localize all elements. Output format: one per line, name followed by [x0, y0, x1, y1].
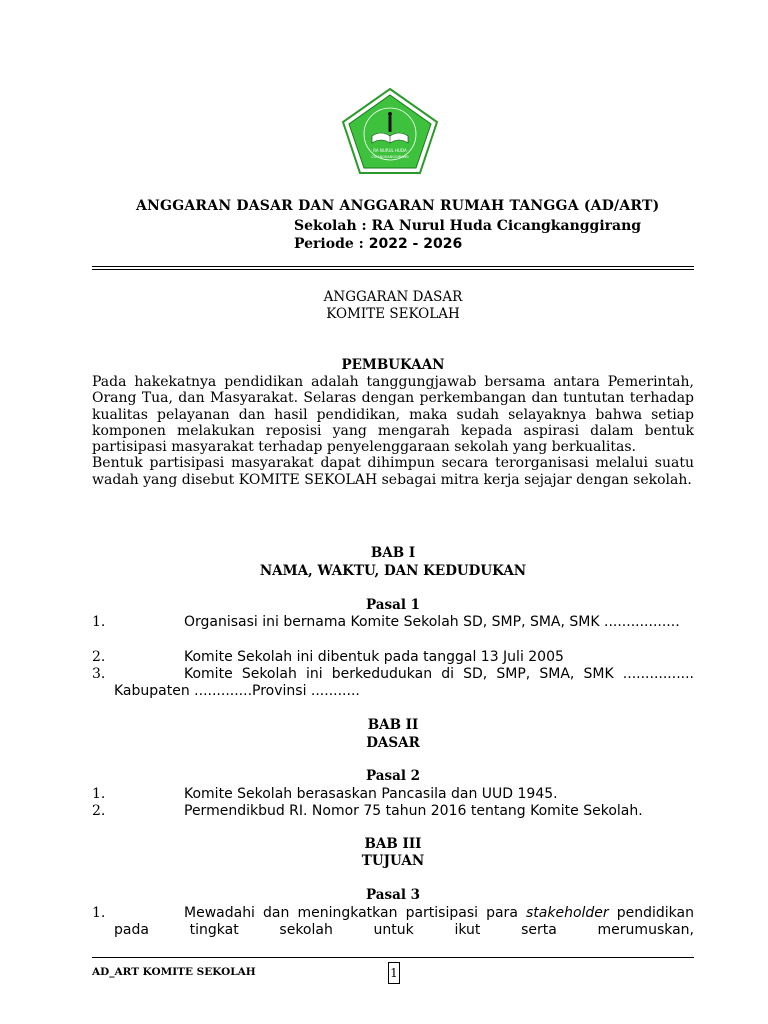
pembukaan-paragraph-2: Bentuk partisipasi masyarakat dapat dihimpun secara terorganisasi melalui suatu wadah yang disebut KOMITE SEKOLAH sebagai mitra kerja sejajar dengan sekolah.: [92, 455, 694, 488]
pasal3-item: [92, 905, 694, 938]
item-text: Komite Sekolah berasaskan Pancasila dan UUD 1945.: [184, 786, 558, 802]
item-text-post: pendidikan pada tingkat sekolah untuk ikut serta merumuskan,: [114, 905, 694, 938]
footer-divider: [92, 957, 694, 958]
pasal1-heading: Pasal 1: [365, 597, 421, 613]
item-text: Komite Sekolah ini berkedudukan di SD, SMP, SMA, SMK ................ Kabupaten .............Provinsi ...........: [114, 666, 694, 699]
period-label: Periode :: [294, 236, 364, 252]
item-text: [92, 905, 694, 938]
school-label: Sekolah :: [294, 218, 367, 234]
bab1-title: BAB I: [370, 545, 416, 561]
period-value: 2022 - 2026: [368, 236, 463, 252]
pasal2-item: [92, 786, 694, 803]
bab2-title: BAB II: [367, 717, 419, 733]
item-number: 2.: [92, 803, 106, 819]
item-text: Permendikbud RI. Nomor 75 tahun 2016 tentang Komite Sekolah.: [184, 803, 643, 819]
title-divider-bottom: [92, 269, 694, 270]
logo-text-mid: RA NURUL HUDA: [373, 148, 407, 153]
pasal2-heading: Pasal 2: [365, 768, 421, 784]
pembukaan-heading: PEMBUKAAN: [341, 357, 445, 373]
pasal2-item: [92, 803, 694, 820]
pembukaan-body: [92, 374, 694, 488]
pasal1-item: [92, 666, 694, 699]
school-line: [294, 218, 641, 234]
item-number: 1.: [92, 905, 106, 921]
school-logo: [340, 86, 440, 176]
item-text-emphasis: stakeholder: [525, 905, 609, 921]
title-divider-top: [92, 266, 694, 267]
item-number: 1.: [92, 614, 106, 630]
item-number: 3.: [92, 666, 106, 682]
pasal3-heading: Pasal 3: [365, 887, 421, 903]
bab1-subtitle: NAMA, WAKTU, DAN KEDUDUKAN: [259, 563, 527, 579]
bab3-title: BAB III: [364, 836, 422, 852]
item-number: 1.: [92, 786, 106, 802]
period-line: [294, 236, 462, 252]
pasal1-item: [92, 614, 694, 631]
school-value: RA Nurul Huda Cicangkanggirang: [371, 218, 642, 234]
logo-text-bottom: CICANGKANGGIRANG: [371, 155, 409, 159]
footer-label: AD_ART KOMITE SEKOLAH: [92, 966, 256, 978]
item-number: 2.: [92, 649, 106, 665]
page-number: 1: [388, 962, 400, 984]
bab3-subtitle: TUJUAN: [361, 853, 425, 869]
pembukaan-paragraph-1: Pada hakekatnya pendidikan adalah tanggungjawab bersama antara Pemerintah, Orang Tua, dan Masyarakat. Selaras dengan perkembangan dan tuntutan terhadap kualitas pelayanan dan hasil pendidikan, maka sudah selayaknya bahwa setiap komponen melakukan reposisi yang mengarah kepada aspirasi dalam bentuk partisipasi masyarakat terhadap penyelenggaraan sekolah yang berkualitas.: [92, 374, 694, 456]
pasal1-item: [92, 649, 694, 666]
section-title-line1: ANGGARAN DASAR: [323, 289, 463, 305]
item-text: Komite Sekolah ini dibentuk pada tanggal 13 Juli 2005: [184, 649, 564, 665]
item-text-pre: Mewadahi dan meningkatkan partisipasi para: [184, 905, 526, 921]
bab2-subtitle: DASAR: [366, 735, 420, 751]
document-title: ANGGARAN DASAR DAN ANGGARAN RUMAH TANGGA (AD/ART): [136, 198, 660, 214]
item-text: Organisasi ini bernama Komite Sekolah SD, SMP, SMA, SMK .................: [184, 614, 680, 630]
section-title-line2: KOMITE SEKOLAH: [326, 306, 460, 322]
